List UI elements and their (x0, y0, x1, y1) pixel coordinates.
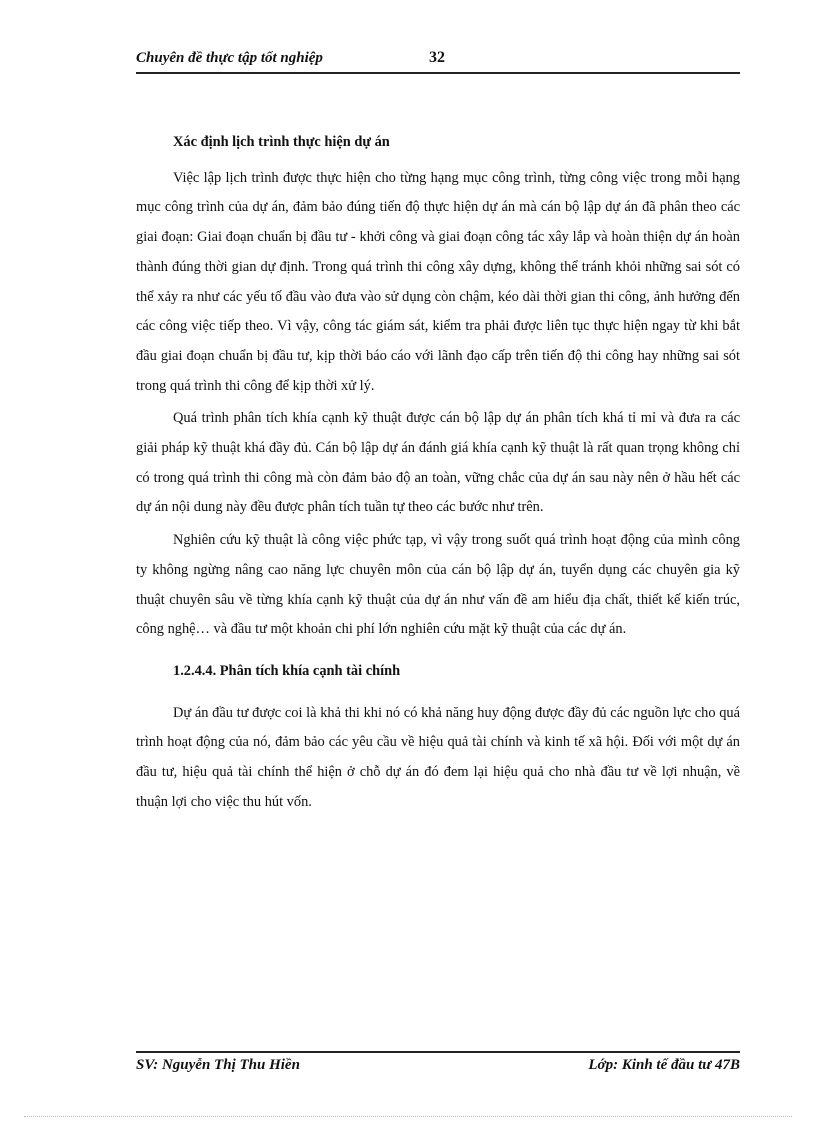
paragraph-technical-analysis: Quá trình phân tích khía cạnh kỹ thuật được cán bộ lập dự án phân tích khá tỉ mỉ và đưa ra các giải pháp kỹ thuật khá đầy đủ. Cán bộ lập dự án đánh giá khía cạnh kỹ thuật là rất quan trọng không chỉ có trong quá trình thi công mà còn đảm bảo độ an toàn, vững chắc của dự án sau này nên ở hầu hết các dự án nội dung này đều được phân tích tuần tự theo các bước như trên. (136, 410, 740, 516)
page-number: 32 (429, 49, 445, 66)
paragraph-financial: Dự án đầu tư được coi là khả thi khi nó có khả năng huy động được đầy đủ các nguồn lực cho quá trình hoạt động của nó, đảm bảo các yêu cầu về hiệu quả tài chính và kinh tế xã hội. Đối với một dự án đầu tư, hiệu quả tài chính thể hiện ở chỗ dự án đó đem lại hiệu quả cho nhà đầu tư về lợi nhuận, về thuận lợi cho việc thu hút vốn. (136, 704, 740, 810)
section-heading-financial: 1.2.4.4. Phân tích khía cạnh tài chính (173, 662, 401, 679)
footer-class-name: Lớp: Kinh tế đầu tư 47B (588, 1057, 740, 1073)
paragraph-schedule: Việc lập lịch trình được thực hiện cho từng hạng mục công trình, từng công việc trong mỗi hạng mục công trình của dự án, đảm bảo đúng tiến độ thực hiện dự án mà cán bộ lập dự án đã phân theo các giai đoạn: Giai đoạn chuẩn bị đầu tư - khởi công và giai đoạn công tác xây lắp và hoàn thiện dự án hoàn thành đúng thời gian dự định. Trong quá trình thi công xây dựng, không thể tránh khỏi những sai sót có thể xảy ra như các yếu tố đầu vào đưa vào sử dụng còn chậm, kéo dài thời gian thi công, ảnh hưởng đến các công việc tiếp theo. Vì vậy, công tác giám sát, kiểm tra phải được liên tục thực hiện ngay từ khi bắt đầu giai đoạn chuẩn bị đầu tư, kịp thời báo cáo với lãnh đạo cấp trên tiến độ thi công hay những sai sót trong quá trình thi công để kịp thời xử lý. (136, 169, 740, 394)
page-footer (136, 1051, 740, 1079)
page-content (136, 128, 740, 820)
document-title: Chuyên đề thực tập tốt nghiệp (136, 50, 323, 66)
footer-student-name: SV: Nguyễn Thị Thu Hiền (136, 1057, 300, 1073)
page-bottom-divider (24, 1116, 792, 1117)
page-header (136, 46, 740, 74)
section-heading-schedule: Xác định lịch trình thực hiện dự án (173, 134, 390, 150)
paragraph-technical-research: Nghiên cứu kỹ thuật là công việc phức tạp, vì vậy trong suốt quá trình hoạt động của mình công ty không ngừng nâng cao năng lực chuyên môn của cán bộ lập dự án, tuyển dụng các chuyên gia kỹ thuật chuyên sâu về từng khía cạnh kỹ thuật của dự án như vấn đề am hiểu địa chất, thiết kế kiến trúc, công nghệ… và đầu tư một khoản chi phí lớn nghiên cứu mặt kỹ thuật của các dự án. (136, 532, 740, 638)
